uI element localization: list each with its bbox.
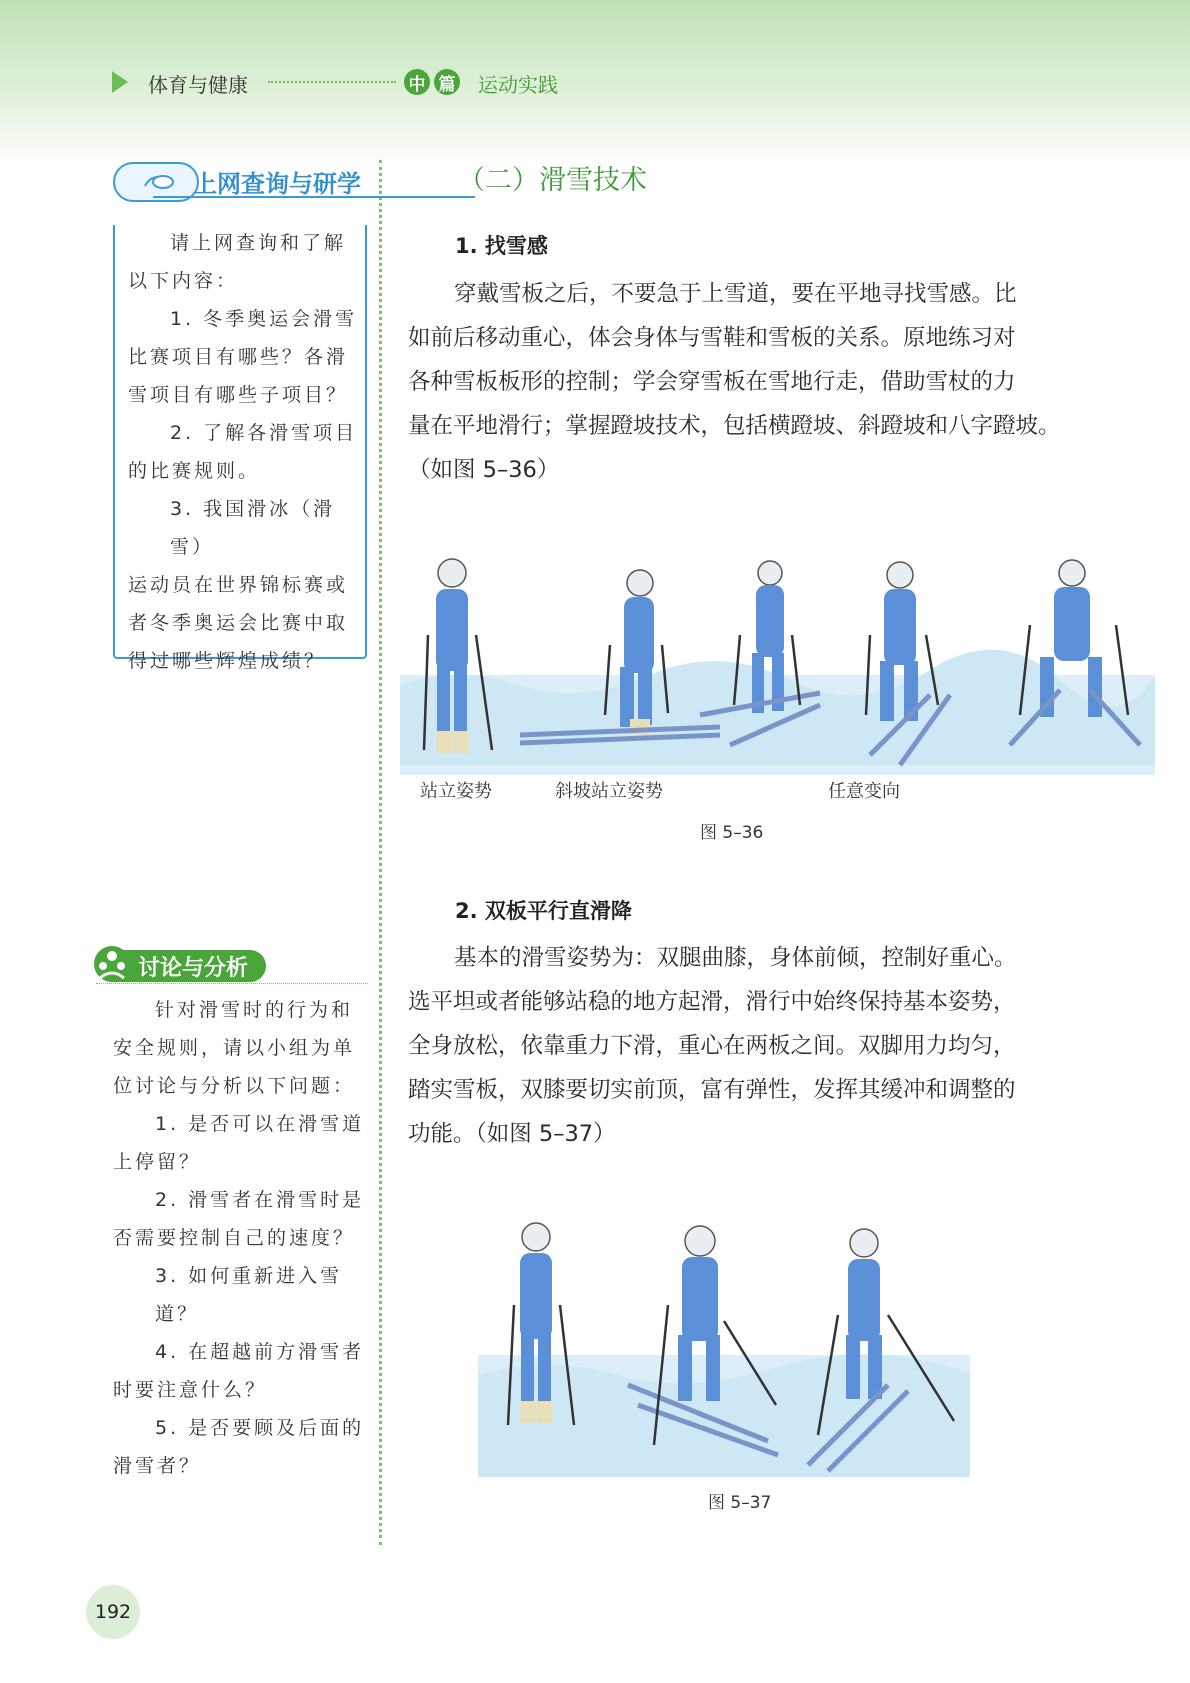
- part2-line: 选平坦或者能够站稳的地方起滑，滑行中始终保持基本姿势，: [408, 989, 1016, 1015]
- group-people-icon: [92, 944, 132, 984]
- part1-title: 1. 找雪感: [455, 234, 548, 258]
- figure-5-36-caption: 图 5–36: [700, 823, 764, 843]
- discussion-line: 上停留？: [113, 1151, 202, 1173]
- part2-line: 基本的滑雪姿势为：双腿曲膝，身体前倾，控制好重心。: [454, 945, 1017, 971]
- research-line: 以下内容：: [128, 270, 239, 292]
- discussion-line: 安全规则，请以小组为单: [113, 1037, 356, 1059]
- figure-5-37-caption: 图 5–37: [708, 1493, 772, 1513]
- part1-line: 如前后移动重心，体会身体与雪鞋和雪板的关系。原地练习对: [408, 325, 1016, 351]
- research-title-block: [113, 160, 363, 200]
- research-text: [128, 224, 360, 680]
- research-line: 3. 我国滑冰（滑雪）: [170, 498, 336, 558]
- fig-label-turn: 任意变向: [828, 781, 900, 802]
- part2-title: 2. 双板平行直滑降: [455, 899, 632, 923]
- discussion-underline: [96, 983, 368, 984]
- research-line: 比赛项目有哪些？各滑: [128, 346, 349, 368]
- research-line: 的比赛规则。: [128, 460, 261, 482]
- discussion-line: 针对滑雪时的行为和: [155, 999, 354, 1021]
- discussion-line: 5. 是否要顾及后面的: [155, 1417, 365, 1439]
- fig-label-standing: 站立姿势: [420, 781, 492, 802]
- part2-line: 全身放松，依靠重力下滑，重心在两板之间。双脚用力均匀，: [408, 1033, 1016, 1059]
- figure-5-36: [400, 545, 1155, 775]
- book-title: 体育与健康: [148, 72, 248, 97]
- research-line: 者冬季奥运会比赛中取: [128, 612, 349, 634]
- part2-text: [408, 936, 1098, 1156]
- part2-line: 踏实雪板，双膝要切实前顶，富有弹性，发挥其缓冲和调整的: [408, 1077, 1016, 1103]
- discussion-line: 3. 如何重新进入雪道？: [155, 1265, 343, 1325]
- discussion-line: 时要注意什么？: [113, 1379, 268, 1401]
- section-name: 运动实践: [478, 72, 558, 97]
- figure-5-37: [478, 1215, 970, 1477]
- part1-line: 量在平地滑行；掌握蹬坡技术，包括横蹬坡、斜蹬坡和八字蹬坡。: [408, 413, 1061, 439]
- discussion-text: [113, 991, 368, 1485]
- research-line: 2. 了解各滑雪项目: [170, 422, 358, 444]
- badge-part: 篇: [434, 69, 460, 95]
- research-title: 上网查询与研学: [193, 170, 361, 198]
- discussion-line: 2. 滑雪者在滑雪时是: [155, 1189, 365, 1211]
- part1-line: （如图 5–36）: [408, 457, 560, 483]
- part1-text: [408, 272, 1098, 492]
- column-divider: [379, 160, 382, 1545]
- discussion-line: 位讨论与分析以下问题：: [113, 1075, 356, 1097]
- discussion-line: 4. 在超越前方滑雪者: [155, 1341, 365, 1363]
- research-line: 得过哪些辉煌成绩？: [128, 650, 327, 672]
- part1-line: 各种雪板板形的控制；学会穿雪板在雪地行走，借助雪杖的力: [408, 369, 1016, 395]
- page-number: 192: [86, 1585, 140, 1639]
- discussion-line: 滑雪者？: [113, 1455, 202, 1477]
- section-title: （二）滑雪技术: [458, 165, 647, 196]
- discussion-line: 1. 是否可以在滑雪道: [155, 1113, 365, 1135]
- badge-middle: 中: [404, 69, 430, 95]
- fig-label-slope: 斜坡站立姿势: [555, 781, 663, 802]
- part2-line: 功能。（如图 5–37）: [408, 1121, 616, 1147]
- research-line: 1. 冬季奥运会滑雪: [170, 308, 358, 330]
- header-dots: [268, 81, 396, 83]
- part1-line: 穿戴雪板之后，不要急于上雪道，要在平地寻找雪感。比: [454, 281, 1017, 307]
- research-line: 雪项目有哪些子项目？: [128, 384, 349, 406]
- research-line: 运动员在世界锦标赛或: [128, 574, 349, 596]
- discussion-line: 否需要控制自己的速度？: [113, 1227, 356, 1249]
- discussion-title: 讨论与分析: [96, 950, 266, 982]
- research-title-underline: [153, 196, 475, 198]
- play-arrow-icon: [112, 71, 128, 93]
- research-line: 请上网查询和了解: [170, 232, 347, 254]
